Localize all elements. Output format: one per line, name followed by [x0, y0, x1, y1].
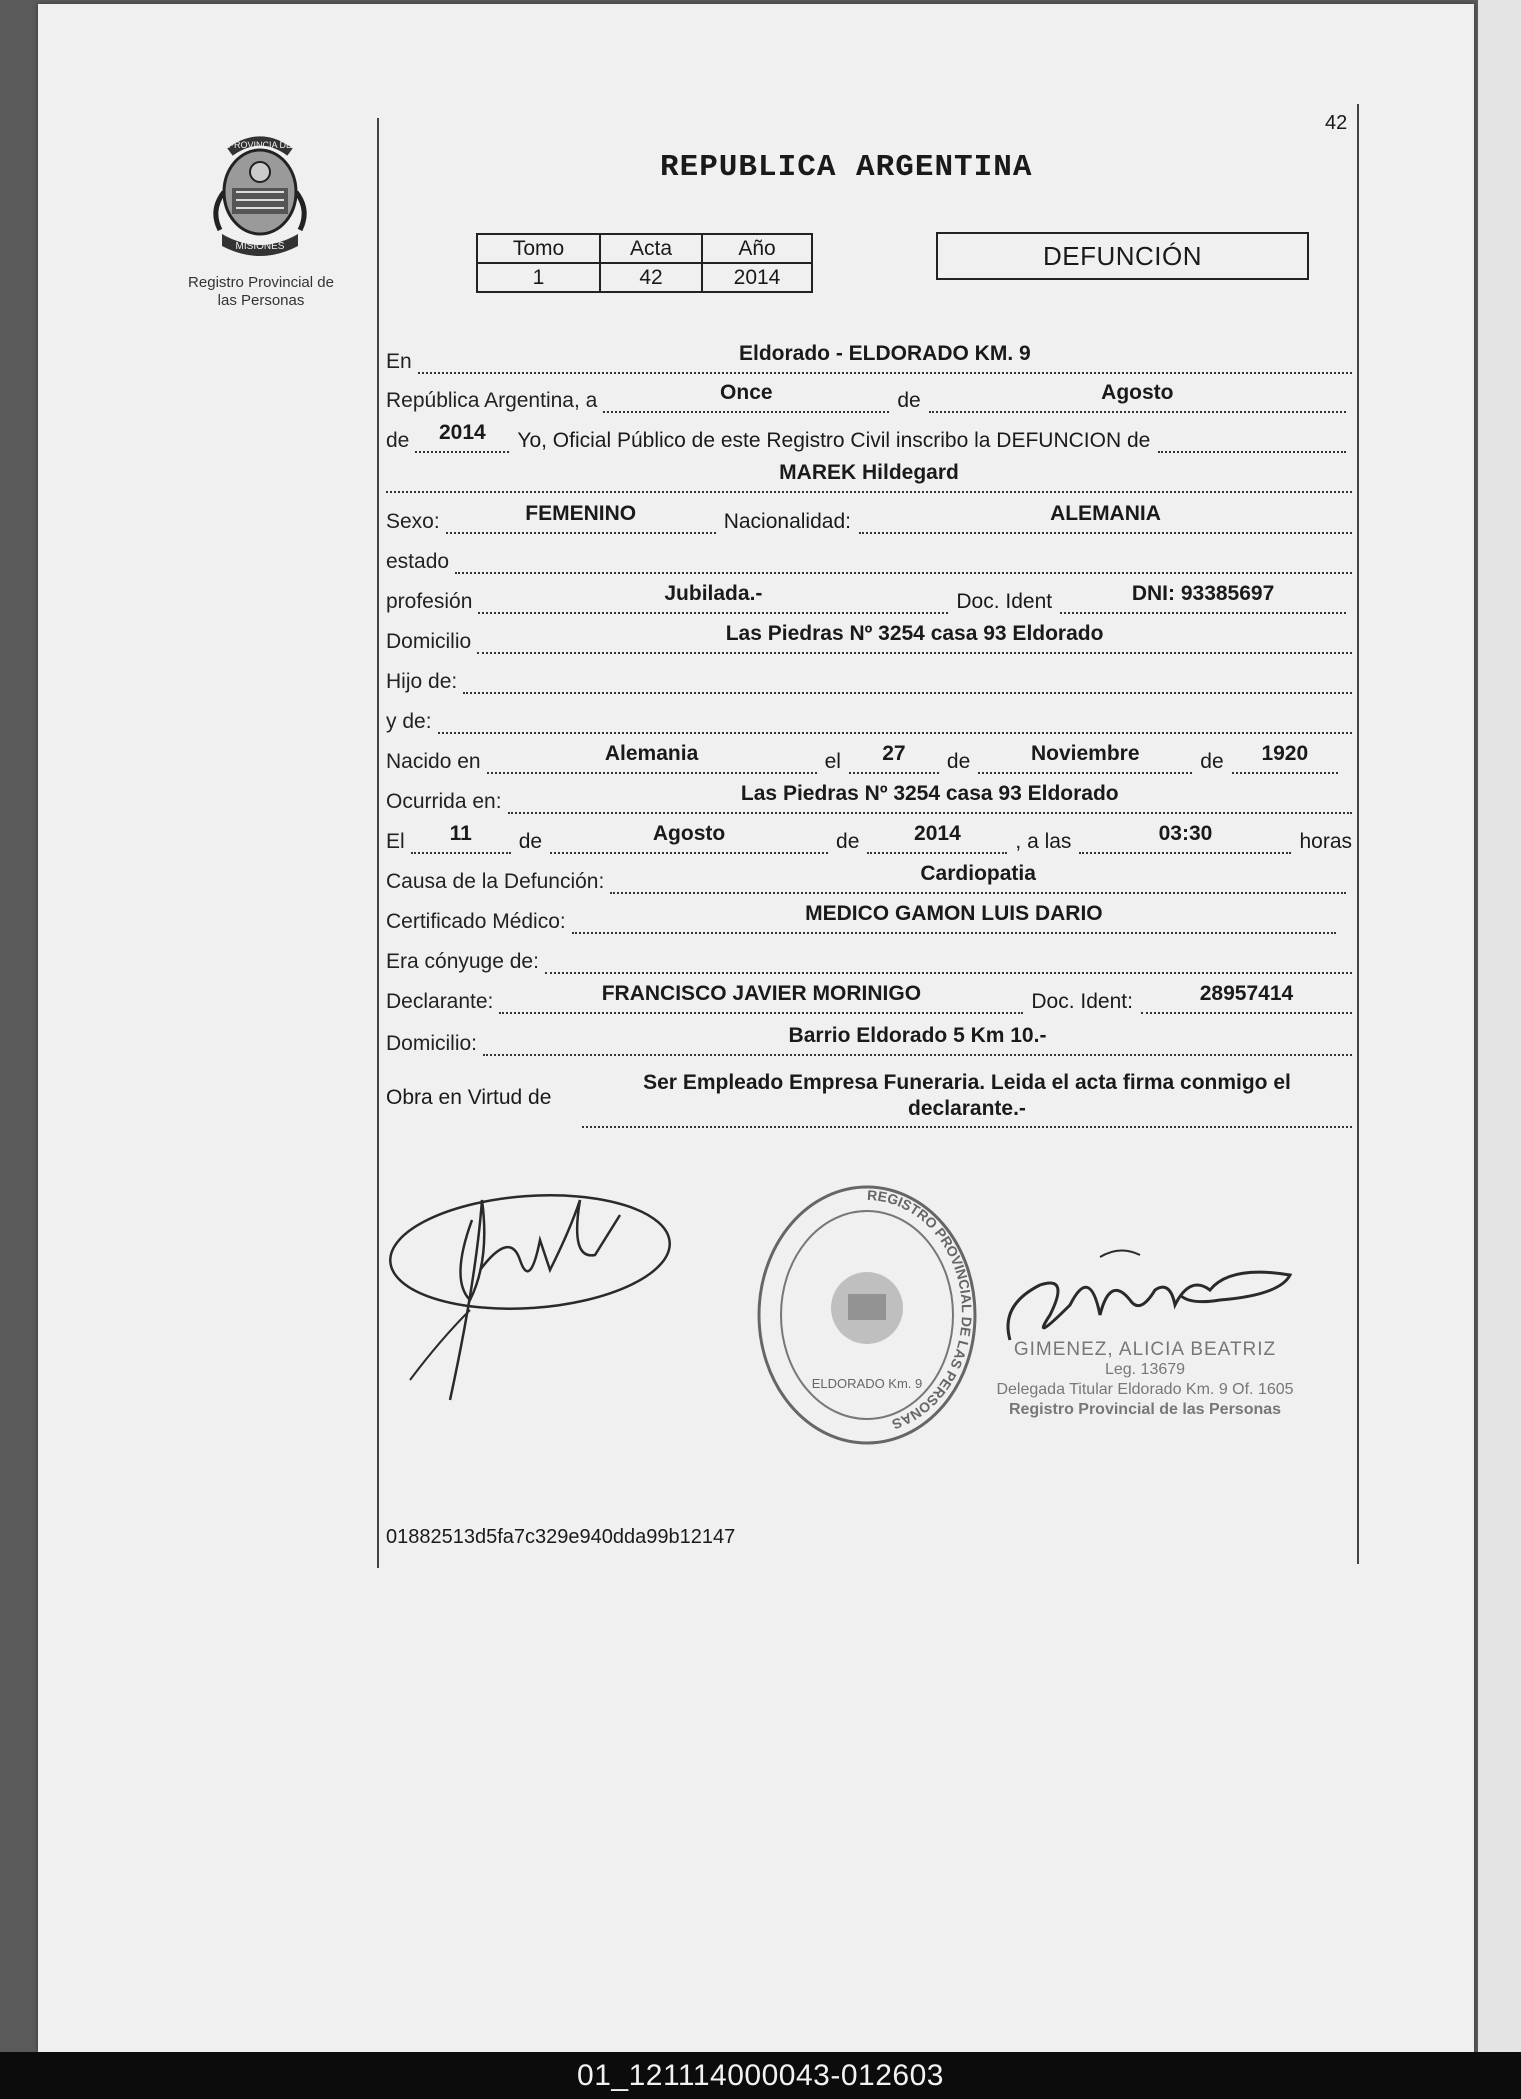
birth-month-field: Noviembre [978, 744, 1192, 774]
address-field: Las Piedras Nº 3254 casa 93 Eldorado [477, 624, 1352, 654]
row-conyuge [386, 942, 1352, 974]
row-y-de [386, 702, 1352, 734]
death-day-field: 11 [411, 824, 511, 854]
row-causa [386, 862, 1346, 894]
registry-name-line1: Registro Provincial de [188, 274, 334, 291]
acta-value: 42 [600, 263, 702, 292]
document-type-box: DEFUNCIÓN [936, 232, 1309, 280]
row-en [386, 342, 1352, 374]
de-label-4: de [1200, 750, 1224, 773]
row-fecha [386, 381, 1346, 413]
domicilio-label-2: Domicilio: [386, 1032, 478, 1055]
father-field [463, 664, 1352, 694]
tomo-label: Tomo [477, 234, 600, 263]
death-year-field: 2014 [867, 824, 1007, 854]
official-name: GIMENEZ, ALICIA BEATRIZ [1013, 1339, 1277, 1360]
de-label-2: de [386, 429, 410, 452]
inscribo-text: Yo, Oficial Público de este Registro Civil inscribo la DEFUNCION de [517, 429, 1151, 452]
birthplace-field: Alemania [487, 744, 817, 774]
stamp-inner-text: ELDORADO Km. 9 [811, 1376, 923, 1391]
declarante-label: Declarante: [386, 990, 494, 1013]
horas-label: horas [1299, 830, 1352, 853]
certificado-label: Certificado Médico: [386, 910, 566, 933]
mother-field [438, 704, 1352, 734]
registry-name-line2: las Personas [217, 292, 305, 309]
birth-year-field: 1920 [1232, 744, 1338, 774]
de-label-1: de [897, 389, 921, 412]
crest-bottom-text: MISIONES [235, 241, 285, 252]
place-field: Eldorado - ELDORADO KM. 9 [418, 344, 1352, 374]
domicilio-label: Domicilio [386, 630, 472, 653]
row-hijo [386, 662, 1352, 694]
declarant-field: FRANCISCO JAVIER MORINIGO [499, 984, 1023, 1014]
row-domicilio [386, 622, 1352, 654]
declarant-signature [380, 1160, 680, 1420]
official-org: Registro Provincial de las Personas [1008, 1401, 1282, 1418]
cause-field: Cardiopatia [610, 864, 1346, 894]
spouse-field [545, 944, 1352, 974]
stamp-ring-text: REGISTRO PROVINCIAL DE LAS PERSONAS [866, 1186, 976, 1433]
month-field: Agosto [929, 383, 1346, 413]
deceased-name-field: MAREK Hildegard [386, 463, 1352, 493]
de-label-6: de [836, 830, 860, 853]
left-margin-line [377, 118, 379, 1568]
anio-value: 2014 [702, 263, 812, 292]
record-reference-table [476, 233, 813, 293]
death-time-field: 03:30 [1079, 824, 1291, 854]
en-label: En [386, 350, 412, 373]
hijo-label: Hijo de: [386, 670, 458, 693]
obra-field [582, 1070, 1352, 1128]
provincial-crest-icon [200, 130, 320, 260]
doc-ident-label: Doc. Ident [956, 590, 1053, 613]
row-declarante [386, 982, 1352, 1014]
page-number: 42 [1325, 112, 1348, 134]
causa-label: Causa de la Defunción: [386, 870, 605, 893]
row-ocurrida [386, 782, 1352, 814]
a-las-label: , a las [1015, 830, 1072, 853]
death-place-field: Las Piedras Nº 3254 casa 93 Eldorado [508, 784, 1352, 814]
doc-ident-label-2: Doc. Ident: [1031, 990, 1133, 1013]
conyuge-label: Era cónyuge de: [386, 950, 539, 973]
crest-top-text: PROVINCIA DE [227, 140, 293, 150]
nacionalidad-label: Nacionalidad: [723, 510, 851, 533]
registry-name [170, 274, 352, 310]
civil-status-field [455, 544, 1352, 574]
row-fecha-defuncion [386, 822, 1352, 854]
page-title: REPUBLICA ARGENTINA [660, 150, 1033, 185]
sex-field: FEMENINO [446, 504, 716, 534]
acta-label: Acta [600, 234, 702, 263]
y-de-label: y de: [386, 710, 432, 733]
death-month-field: Agosto [550, 824, 828, 854]
el-label-2: El [386, 830, 405, 853]
certificate-field: MEDICO GAMON LUIS DARIO [572, 904, 1336, 934]
row-estado [386, 542, 1352, 574]
de-label-3: de [946, 750, 971, 773]
inscribo-tail-field [1158, 423, 1346, 453]
official-stamp-text [980, 1340, 1310, 1420]
obra-line-1: Ser Empleado Empresa Funeraria. Leida el acta firma conmigo el [643, 1071, 1291, 1094]
row-nombre [386, 461, 1352, 493]
obra-label: Obra en Virtud de [386, 1086, 552, 1109]
ocurrida-label: Ocurrida en: [386, 790, 502, 813]
declarant-address-field: Barrio Eldorado 5 Km 10.- [483, 1026, 1352, 1056]
nacido-en-label: Nacido en [386, 750, 481, 773]
nationality-field: ALEMANIA [859, 504, 1352, 534]
sexo-label: Sexo: [386, 510, 440, 533]
row-profesion [386, 582, 1346, 614]
profesion-label: profesión [386, 590, 473, 613]
estado-label: estado [386, 550, 450, 573]
registry-seal-stamp [752, 1178, 982, 1452]
republica-label: República Argentina, a [386, 389, 598, 412]
adjacent-page [1478, 0, 1521, 2052]
row-inscribo [386, 421, 1346, 453]
de-label-5: de [518, 830, 543, 853]
year-field: 2014 [415, 423, 509, 453]
tomo-value: 1 [477, 263, 600, 292]
official-role: Delegada Titular Eldorado Km. 9 Of. 1605 [996, 1381, 1294, 1398]
row-sexo [386, 502, 1352, 534]
row-certificado [386, 902, 1336, 934]
doc-ident-field: DNI: 93385697 [1060, 584, 1346, 614]
row-domicilio-declarante [386, 1024, 1352, 1056]
right-margin-line [1357, 104, 1359, 1564]
profession-field: Jubilada.- [478, 584, 948, 614]
file-id-bar: 01_121114000043-012603 [0, 2052, 1521, 2099]
official-id: Leg. 13679 [1104, 1361, 1186, 1378]
anio-label: Año [702, 234, 812, 263]
day-words-field: Once [603, 383, 889, 413]
row-nacido [386, 742, 1338, 774]
document-hash: 01882513d5fa7c329e940dda99b12147 [386, 1526, 736, 1548]
el-label: el [824, 750, 841, 773]
obra-line-2: declarante.- [908, 1097, 1026, 1120]
birth-day-field: 27 [849, 744, 939, 774]
declarant-doc-field: 28957414 [1141, 984, 1352, 1014]
